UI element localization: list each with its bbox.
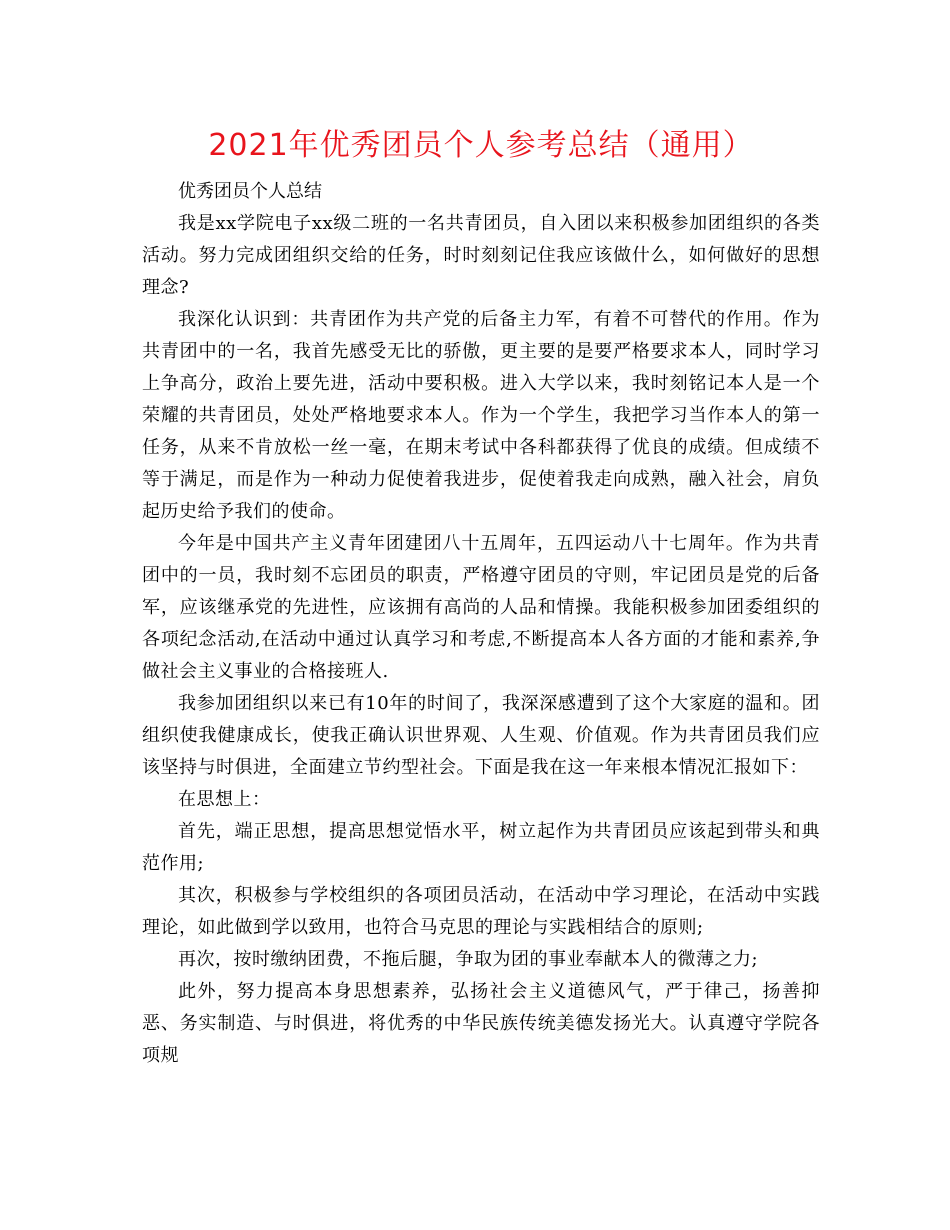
paragraph-second: 其次，积极参与学校组织的各项团员活动，在活动中学习理论，在活动中实践理论，如此做到学以致用，也符合马克思的理论与实践相结合的原则; xyxy=(142,885,820,938)
paragraph-4: 我参加团组织以来已有10年的时间了，我深深感遭到了这个大家庭的温和。团组织使我健康成长，使我正确认识世界观、人生观、价值观。作为共青团员我们应该坚持与时俱进，全面建立节约型社会。下面是我在这一年来根本情况汇报如下： xyxy=(142,693,820,778)
paragraph-first: 首先，端正思想，提高思想觉悟水平，树立起作为共青团员应该起到带头和典范作用; xyxy=(142,821,820,874)
paragraph-1: 我是xx学院电子xx级二班的一名共青团员，自入团以来积极参加团组织的各类活动。努力完成团组织交给的任务，时时刻刻记住我应该做什么，如何做好的思想理念? xyxy=(142,213,820,298)
paragraph-2: 我深化认识到：共青团作为共产党的后备主力军，有着不可替代的作用。作为共青团中的一名，我首先感受无比的骄傲，更主要的是要严格要求本人，同时学习上争高分，政治上要先进，活动中要积极。进入大学以来，我时刻铭记本人是一个荣耀的共青团员，处处严格地要求本人。作为一个学生，我把学习当作本人的第一任务，从来不肯放松一丝一毫，在期末考试中各科都获得了优良的成绩。但成绩不等于满足，而是作为一种动力促使着我进步，促使着我走向成熟，融入社会，肩负起历史给予我们的使命。 xyxy=(142,309,820,522)
document-title: 2021年优秀团员个人参考总结（通用） xyxy=(208,128,754,163)
document-subtitle: 优秀团员个人总结 xyxy=(178,181,322,202)
section-heading-thought: 在思想上： xyxy=(178,789,271,810)
paragraph-additionally: 此外，努力提高本身思想素养，弘扬社会主义道德风气，严于律己，扬善抑恶、务实制造、与时俱进，将优秀的中华民族传统美德发扬光大。认真遵守学院各项规 xyxy=(142,981,820,1066)
paragraph-3: 今年是中国共产主义青年团建团八十五周年，五四运动八十七周年。作为共青团中的一员，我时刻不忘团员的职责，严格遵守团员的守则，牢记团员是党的后备军，应该继承党的先进性，应该拥有高尚的人品和情操。我能积极参加团委组织的各项纪念活动,在活动中通过认真学习和考虑,不断提高本人各方面的才能和素养,争做社会主义事业的合格接班人. xyxy=(142,533,820,682)
paragraph-third: 再次，按时缴纳团费，不拖后腿，争取为团的事业奉献本人的微薄之力; xyxy=(178,949,759,970)
